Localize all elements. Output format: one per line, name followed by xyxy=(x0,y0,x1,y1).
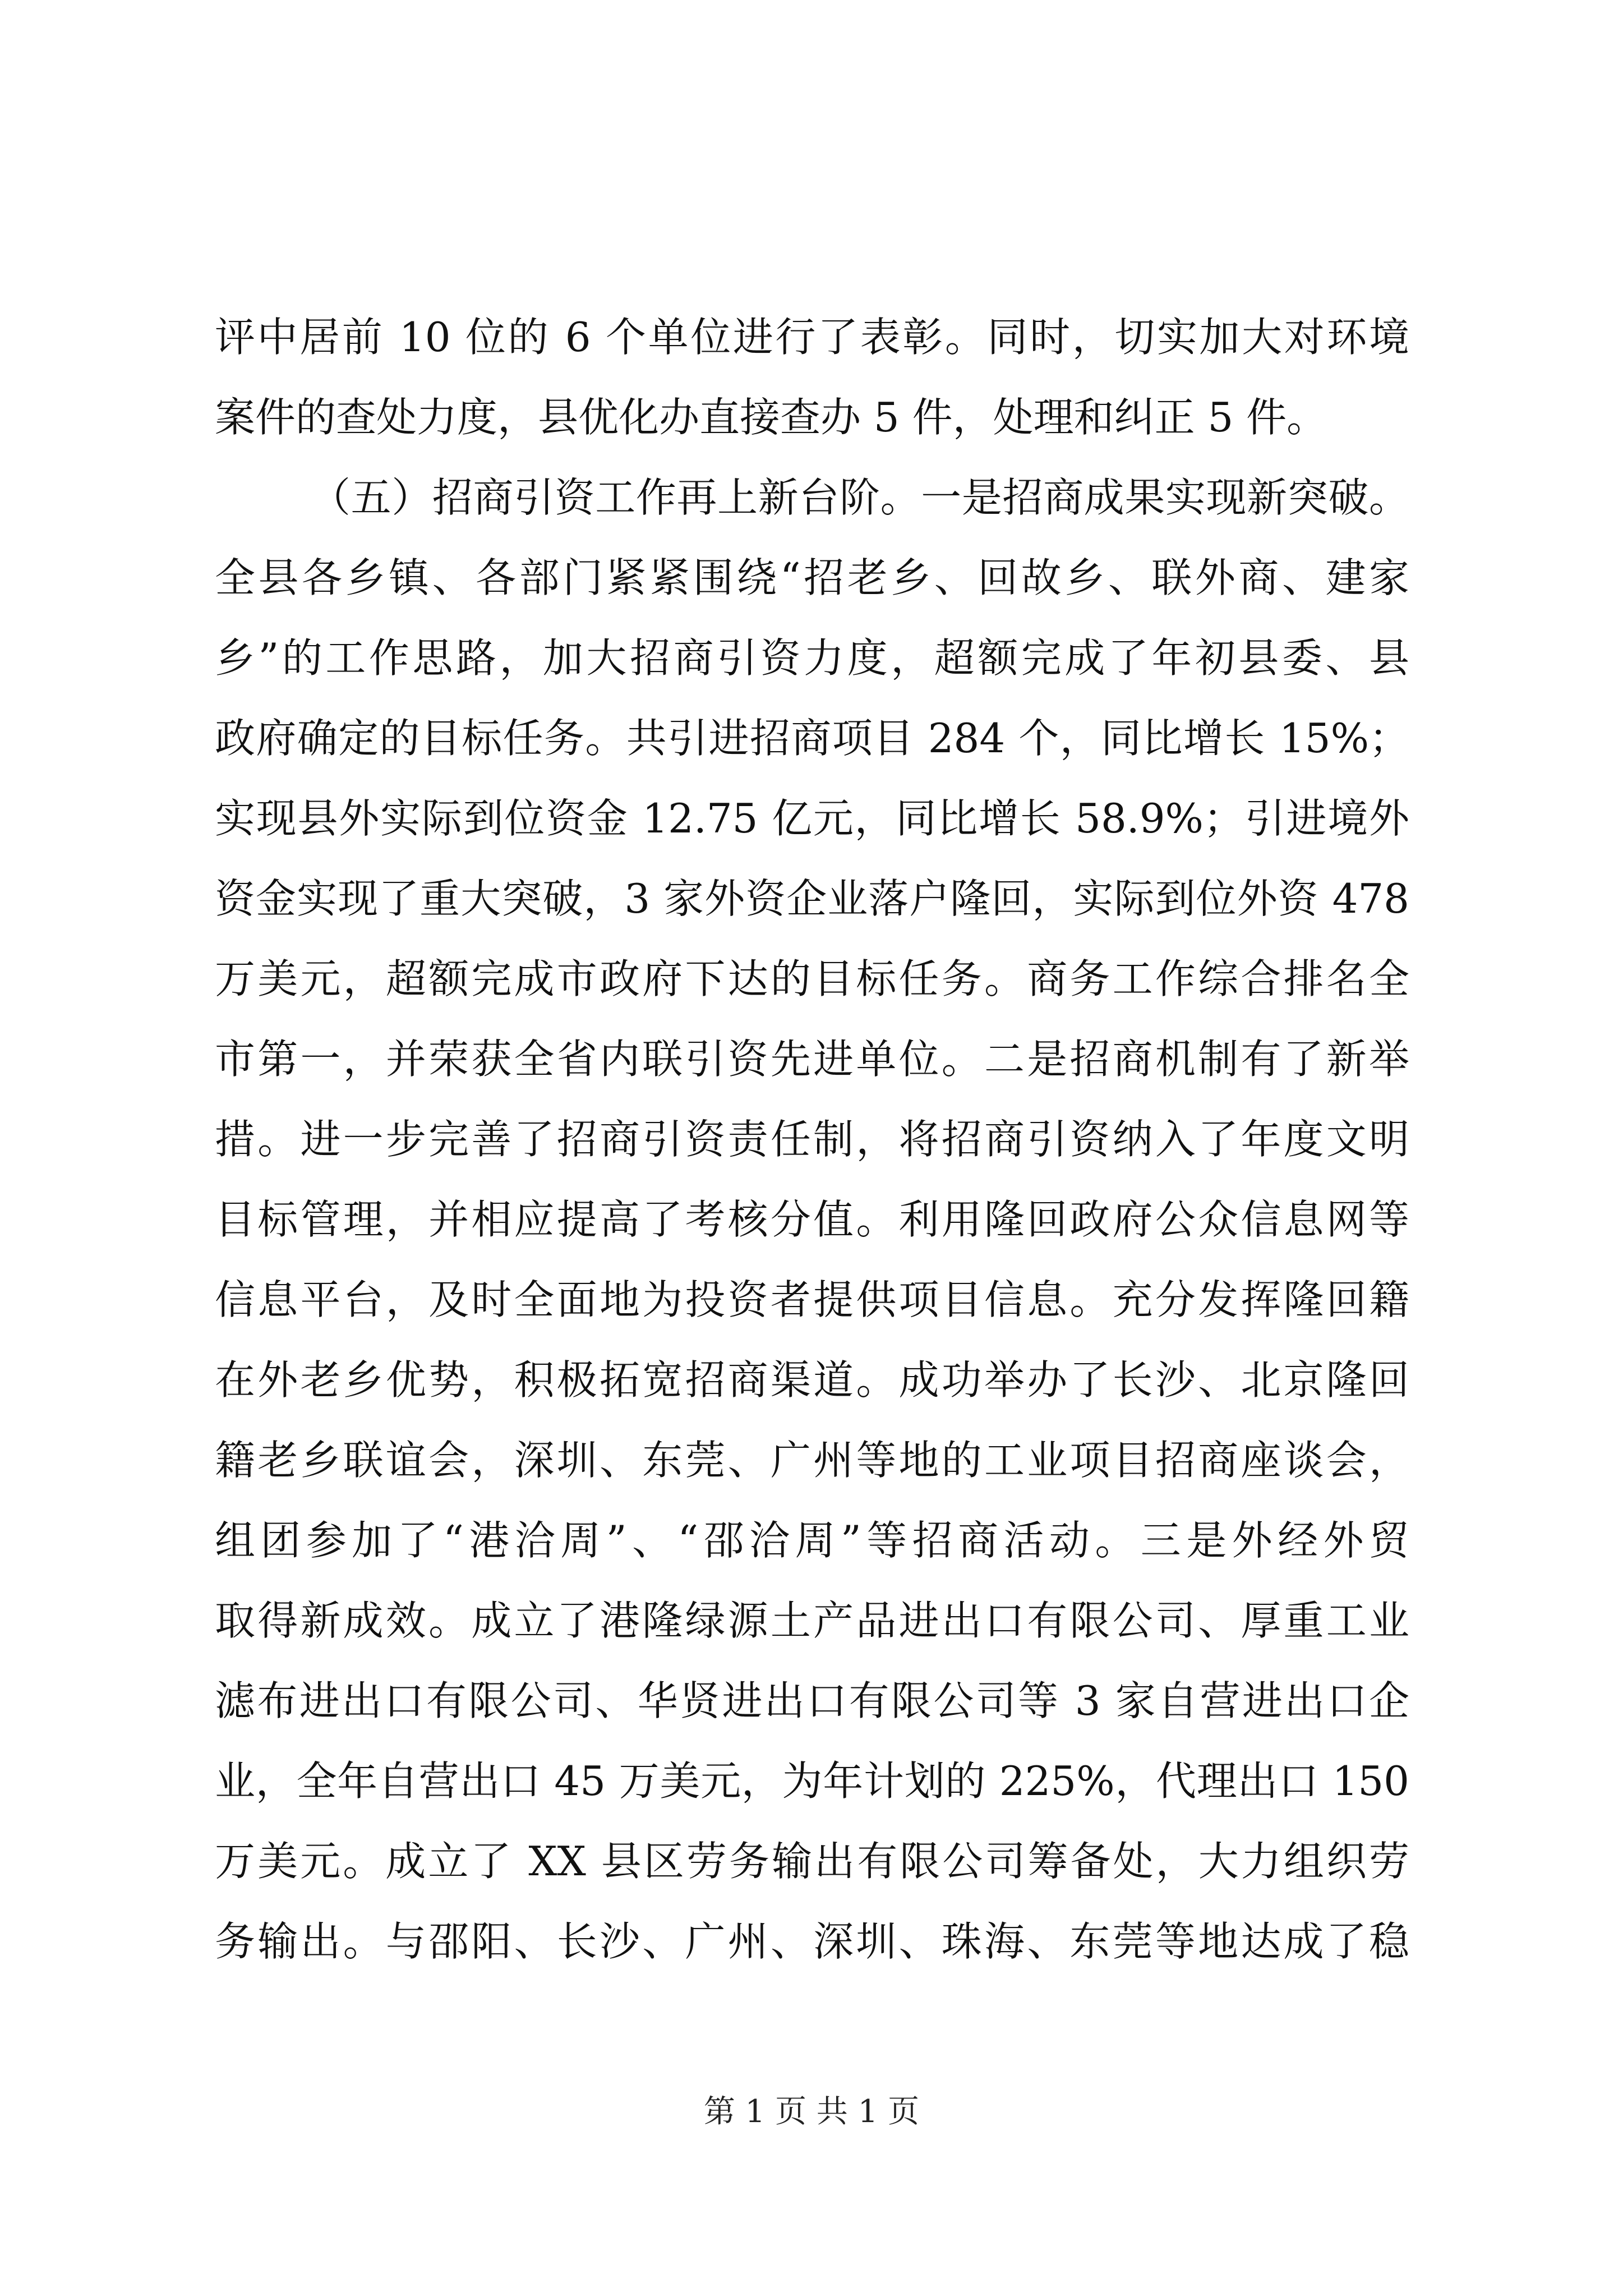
text-line: 全县各乡镇、各部门紧紧围绕“招老乡、回故乡、联外商、建家 xyxy=(215,554,1409,601)
text-line: 万美元，超额完成市政府下达的目标任务。商务工作综合排名全 xyxy=(215,955,1409,1002)
text-line: 乡”的工作思路，加大招商引资力度，超额完成了年初县委、县 xyxy=(215,634,1409,682)
text-line: 万美元。成立了 XX 县区劳务输出有限公司筹备处，大力组织劳 xyxy=(215,1838,1409,1885)
body-text xyxy=(215,297,1409,1982)
text-line: 措。进一步完善了招商引资责任制，将招商引资纳入了年度文明 xyxy=(215,1116,1409,1163)
text-line: 籍老乡联谊会，深圳、东莞、广州等地的工业项目招商座谈会， xyxy=(215,1437,1409,1484)
text-line: 资金实现了重大突破，3 家外资企业落户隆回，实际到位外资 478 xyxy=(215,875,1409,922)
text-line: 在外老乡优势，积极拓宽招商渠道。成功举办了长沙、北京隆回 xyxy=(215,1356,1409,1404)
text-line: 信息平台，及时全面地为投资者提供项目信息。充分发挥隆回籍 xyxy=(215,1276,1409,1323)
text-line: 政府确定的目标任务。共引进招商项目 284 个，同比增长 15%； xyxy=(215,715,1409,762)
text-line: 滤布进出口有限公司、华贤进出口有限公司等 3 家自营进出口企 xyxy=(215,1677,1409,1724)
paragraph-first-line: （五）招商引资工作再上新台阶。一是招商成果实现新突破。 xyxy=(310,474,1409,521)
text-line: 组团参加了“港洽周”、“邵洽周”等招商活动。三是外经外贸 xyxy=(215,1517,1409,1564)
text-line: 市第一，并荣获全省内联引资先进单位。二是招商机制有了新举 xyxy=(215,1036,1409,1083)
page-number-label: 第 1 页 共 1 页 xyxy=(703,2093,920,2130)
text-line: 业，全年自营出口 45 万美元，为年计划的 225%，代理出口 150 xyxy=(215,1757,1409,1805)
text-line: 目标管理，并相应提高了考核分值。利用隆回政府公众信息网等 xyxy=(215,1196,1409,1243)
text-line: 实现县外实际到位资金 12.75 亿元，同比增长 58.9%；引进境外 xyxy=(215,795,1409,842)
text-line: 取得新成效。成立了港隆绿源土产品进出口有限公司、厚重工业 xyxy=(215,1597,1409,1644)
page-footer xyxy=(0,2090,1623,2134)
text-line: 务输出。与邵阳、长沙、广州、深圳、珠海、东莞等地达成了稳 xyxy=(215,1918,1409,1965)
text-line: 案件的查处力度，县优化办直接查办 5 件，处理和纠正 5 件。 xyxy=(215,394,1327,441)
text-line: 评中居前 10 位的 6 个单位进行了表彰。同时，切实加大对环境 xyxy=(215,314,1409,361)
